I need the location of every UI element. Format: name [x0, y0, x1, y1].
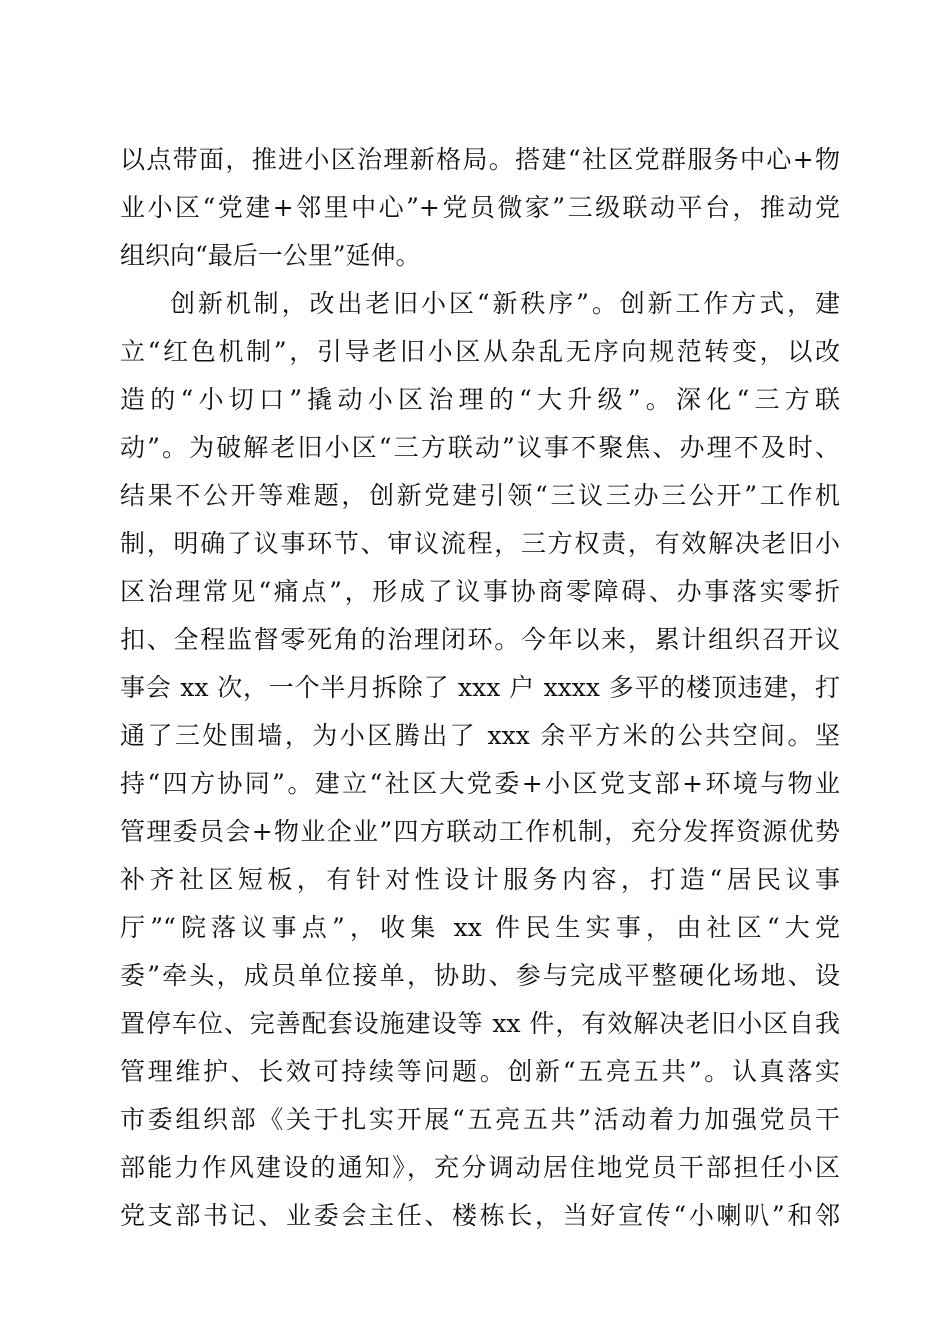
text-line: 以点带面，推进小区治理新格局。搭建“社区党群服务中心+物: [120, 145, 840, 174]
text-line: 持“四方协同”。建立“社区大党委+小区党支部+环境与物业: [120, 769, 840, 798]
text-line: 管理委员会+物业企业”四方联动工作机制，充分发挥资源优势: [120, 817, 840, 846]
text-line: 市委组织部《关于扎实开展“五亮五共”活动着力加强党员干: [120, 1105, 840, 1134]
text-line: 制，明确了议事环节、审议流程，三方权责，有效解决老旧小: [120, 529, 840, 558]
text-line: 事会 xx 次，一个半月拆除了 xxx 户 xxxx 多平的楼顶违建，打: [120, 673, 840, 702]
text-line: 区治理常见“痛点”，形成了议事协商零障碍、办事落实零折: [120, 577, 840, 606]
text-line: 厅”“院落议事点”，收集 xx 件民生实事，由社区“大党: [120, 913, 840, 942]
text-line: 业小区“党建+邻里中心”+党员微家”三级联动平台，推动党: [120, 193, 840, 222]
text-line: 补齐社区短板，有针对性设计服务内容，打造“居民议事: [120, 865, 840, 894]
text-line: 委”牵头，成员单位接单，协助、参与完成平整硬化场地、设: [120, 961, 840, 990]
text-line: 扣、全程监督零死角的治理闭环。今年以来，累计组织召开议: [120, 625, 840, 654]
text-line: 结果不公开等难题，创新党建引领“三议三办三公开”工作机: [120, 481, 840, 510]
text-line: 通了三处围墙，为小区腾出了 xxx 余平方米的公共空间。坚: [120, 721, 840, 750]
text-line: 立“红色机制”，引导老旧小区从杂乱无序向规范转变，以改: [120, 337, 840, 366]
text-line: 党支部书记、业委会主任、楼栋长，当好宣传“小喇叭”和邻: [120, 1201, 840, 1230]
text-line: 组织向“最后一公里”延伸。: [120, 241, 421, 270]
text-line: 造的“小切口”撬动小区治理的“大升级”。深化“三方联: [120, 385, 840, 414]
text-line: 管理维护、长效可持续等问题。创新“五亮五共”。认真落实: [120, 1057, 840, 1086]
text-line: 置停车位、完善配套设施建设等 xx 件，有效解决老旧小区自我: [120, 1009, 840, 1038]
paragraph-first-line: 创新机制，改出老旧小区“新秩序”。创新工作方式，建: [170, 289, 840, 318]
text-line: 动”。为破解老旧小区“三方联动”议事不聚焦、办理不及时、: [120, 433, 840, 462]
text-line: 部能力作风建设的通知》，充分调动居住地党员干部担任小区: [120, 1153, 840, 1182]
